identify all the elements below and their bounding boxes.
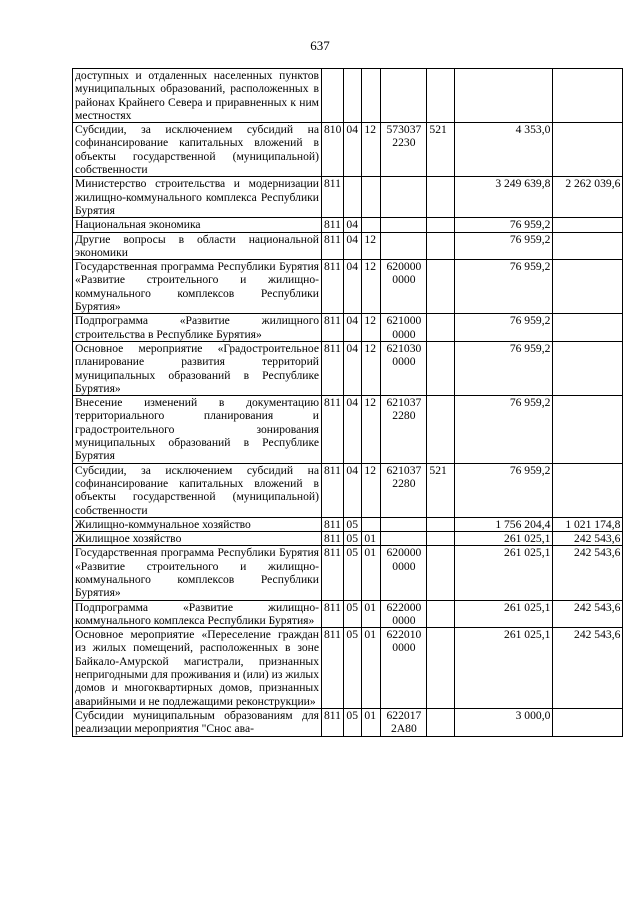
amount-year1-cell: 76 959,2 <box>455 396 553 463</box>
amount-year1-cell: 261 025,1 <box>455 628 553 709</box>
target-article-cell: 620000 0000 <box>381 260 427 314</box>
expense-type-cell: 521 <box>427 463 455 517</box>
table-row <box>73 260 623 314</box>
subsection-code-cell: 12 <box>362 314 381 342</box>
amount-year2-cell <box>553 396 623 463</box>
target-article-cell: 621030 0000 <box>381 341 427 395</box>
target-article-cell <box>381 232 427 260</box>
amount-year1-cell <box>455 69 553 123</box>
expense-type-cell <box>427 532 455 546</box>
ved-code-cell: 811 <box>322 218 344 232</box>
amount-year1-cell: 76 959,2 <box>455 260 553 314</box>
expense-type-cell: 521 <box>427 123 455 177</box>
target-article-cell <box>381 517 427 531</box>
ved-code-cell: 810 <box>322 123 344 177</box>
amount-year2-cell <box>553 314 623 342</box>
expense-type-cell <box>427 218 455 232</box>
subsection-code-cell <box>362 218 381 232</box>
section-code-cell: 05 <box>344 517 362 531</box>
ved-code-cell: 811 <box>322 708 344 736</box>
row-name-cell: Подпрограмма «Развитие жилищно-коммунального комплекса Республики Бурятия» <box>73 600 322 628</box>
expense-type-cell <box>427 708 455 736</box>
table-row <box>73 517 623 531</box>
amount-year2-cell: 242 543,6 <box>553 628 623 709</box>
amount-year1-cell: 76 959,2 <box>455 463 553 517</box>
ved-code-cell: 811 <box>322 517 344 531</box>
subsection-code-cell: 12 <box>362 396 381 463</box>
amount-year1-cell: 4 353,0 <box>455 123 553 177</box>
section-code-cell: 04 <box>344 123 362 177</box>
ved-code-cell: 811 <box>322 341 344 395</box>
subsection-code-cell: 01 <box>362 546 381 600</box>
subsection-code-cell: 12 <box>362 260 381 314</box>
amount-year1-cell: 3 000,0 <box>455 708 553 736</box>
target-article-cell <box>381 532 427 546</box>
table-row <box>73 463 623 517</box>
row-name-cell: Субсидии, за исключением субсидий на софинансирование капитальных вложений в объекты государственной (муниципальной) собственности <box>73 463 322 517</box>
expense-type-cell <box>427 628 455 709</box>
amount-year1-cell: 76 959,2 <box>455 341 553 395</box>
expense-type-cell <box>427 314 455 342</box>
ved-code-cell: 811 <box>322 177 344 218</box>
amount-year2-cell: 242 543,6 <box>553 600 623 628</box>
amount-year1-cell: 261 025,1 <box>455 546 553 600</box>
expense-type-cell <box>427 546 455 600</box>
subsection-code-cell: 01 <box>362 532 381 546</box>
amount-year2-cell <box>553 463 623 517</box>
amount-year1-cell: 261 025,1 <box>455 600 553 628</box>
amount-year2-cell <box>553 218 623 232</box>
subsection-code-cell: 12 <box>362 341 381 395</box>
target-article-cell <box>381 177 427 218</box>
target-article-cell: 621037 2280 <box>381 463 427 517</box>
section-code-cell <box>344 69 362 123</box>
amount-year1-cell: 1 756 204,4 <box>455 517 553 531</box>
target-article-cell: 622010 0000 <box>381 628 427 709</box>
section-code-cell: 05 <box>344 600 362 628</box>
section-code-cell: 05 <box>344 532 362 546</box>
section-code-cell: 04 <box>344 232 362 260</box>
subsection-code-cell: 12 <box>362 232 381 260</box>
section-code-cell: 05 <box>344 628 362 709</box>
table-row <box>73 628 623 709</box>
ved-code-cell: 811 <box>322 600 344 628</box>
ved-code-cell: 811 <box>322 260 344 314</box>
expense-type-cell <box>427 69 455 123</box>
expense-type-cell <box>427 517 455 531</box>
target-article-cell: 620000 0000 <box>381 546 427 600</box>
table-row <box>73 546 623 600</box>
row-name-cell: Национальная экономика <box>73 218 322 232</box>
row-name-cell: Основное мероприятие «Градостроительное планирование развития территорий муниципальных образований в Республике Бурятия» <box>73 341 322 395</box>
amount-year2-cell: 1 021 174,8 <box>553 517 623 531</box>
expense-type-cell <box>427 177 455 218</box>
amount-year2-cell: 242 543,6 <box>553 546 623 600</box>
subsection-code-cell: 12 <box>362 123 381 177</box>
expense-type-cell <box>427 600 455 628</box>
row-name-cell: Жилищно-коммунальное хозяйство <box>73 517 322 531</box>
amount-year2-cell <box>553 69 623 123</box>
expense-type-cell <box>427 341 455 395</box>
section-code-cell: 04 <box>344 396 362 463</box>
amount-year1-cell: 261 025,1 <box>455 532 553 546</box>
amount-year2-cell: 2 262 039,6 <box>553 177 623 218</box>
subsection-code-cell: 01 <box>362 628 381 709</box>
amount-year2-cell: 242 543,6 <box>553 532 623 546</box>
amount-year2-cell <box>553 123 623 177</box>
amount-year1-cell: 3 249 639,8 <box>455 177 553 218</box>
table-row <box>73 314 623 342</box>
expense-type-cell <box>427 232 455 260</box>
section-code-cell: 04 <box>344 260 362 314</box>
row-name-cell: Основное мероприятие «Переселение граждан из жилых помещений, расположенных в зоне Байкало-Амурской магистрали, признанных непригодными для проживания и (или) из жилых домов и многоквартирных домов, признанных аварийными и не подлежащими реконструкции» <box>73 628 322 709</box>
table-row <box>73 532 623 546</box>
section-code-cell: 04 <box>344 314 362 342</box>
amount-year2-cell <box>553 260 623 314</box>
table-row <box>73 232 623 260</box>
subsection-code-cell: 12 <box>362 463 381 517</box>
amount-year2-cell <box>553 232 623 260</box>
target-article-cell: 622017 2А80 <box>381 708 427 736</box>
subsection-code-cell <box>362 177 381 218</box>
section-code-cell <box>344 177 362 218</box>
table-row <box>73 341 623 395</box>
ved-code-cell <box>322 69 344 123</box>
target-article-cell <box>381 218 427 232</box>
row-name-cell: Другие вопросы в области национальной экономики <box>73 232 322 260</box>
row-name-cell: Подпрограмма «Развитие жилищного строительства в Республике Бурятия» <box>73 314 322 342</box>
row-name-cell: Внесение изменений в документацию территориального планирования и градостроительного зонирования муниципальных образований в Республике Бурятия <box>73 396 322 463</box>
table-row <box>73 396 623 463</box>
expense-type-cell <box>427 396 455 463</box>
table-row <box>73 708 623 736</box>
row-name-cell: Субсидии, за исключением субсидий на софинансирование капитальных вложений в объекты государственной (муниципальной) собственности <box>73 123 322 177</box>
table-row <box>73 69 623 123</box>
row-name-cell: доступных и отдаленных населенных пунктов муниципальных образований, расположенных в районах Крайнего Севера и приравненных к ним местностях <box>73 69 322 123</box>
section-code-cell: 04 <box>344 341 362 395</box>
section-code-cell: 05 <box>344 708 362 736</box>
table-row <box>73 123 623 177</box>
ved-code-cell: 811 <box>322 314 344 342</box>
ved-code-cell: 811 <box>322 546 344 600</box>
row-name-cell: Субсидии муниципальным образованиям для реализации мероприятия "Снос ава- <box>73 708 322 736</box>
subsection-code-cell: 01 <box>362 600 381 628</box>
amount-year2-cell <box>553 708 623 736</box>
section-code-cell: 05 <box>344 546 362 600</box>
row-name-cell: Жилищное хозяйство <box>73 532 322 546</box>
row-name-cell: Министерство строительства и модернизации жилищно-коммунального комплекса Республики Бурятия <box>73 177 322 218</box>
subsection-code-cell <box>362 69 381 123</box>
row-name-cell: Государственная программа Республики Бурятия «Развитие строительного и жилищно-коммунального комплексов Республики Бурятия» <box>73 260 322 314</box>
target-article-cell: 621000 0000 <box>381 314 427 342</box>
table-row <box>73 600 623 628</box>
ved-code-cell: 811 <box>322 628 344 709</box>
target-article-cell: 621037 2280 <box>381 396 427 463</box>
table-row <box>73 218 623 232</box>
amount-year1-cell: 76 959,2 <box>455 314 553 342</box>
target-article-cell: 573037 2230 <box>381 123 427 177</box>
section-code-cell: 04 <box>344 218 362 232</box>
target-article-cell: 622000 0000 <box>381 600 427 628</box>
table-body <box>73 69 623 737</box>
row-name-cell: Государственная программа Республики Бурятия «Развитие строительного и жилищно-коммунального комплексов Республики Бурятия» <box>73 546 322 600</box>
target-article-cell <box>381 69 427 123</box>
ved-code-cell: 811 <box>322 532 344 546</box>
amount-year1-cell: 76 959,2 <box>455 232 553 260</box>
page-number: 637 <box>310 38 330 53</box>
budget-table <box>72 68 623 737</box>
subsection-code-cell <box>362 517 381 531</box>
subsection-code-cell: 01 <box>362 708 381 736</box>
amount-year2-cell <box>553 341 623 395</box>
ved-code-cell: 811 <box>322 232 344 260</box>
ved-code-cell: 811 <box>322 463 344 517</box>
amount-year1-cell: 76 959,2 <box>455 218 553 232</box>
table-row <box>73 177 623 218</box>
ved-code-cell: 811 <box>322 396 344 463</box>
section-code-cell: 04 <box>344 463 362 517</box>
expense-type-cell <box>427 260 455 314</box>
